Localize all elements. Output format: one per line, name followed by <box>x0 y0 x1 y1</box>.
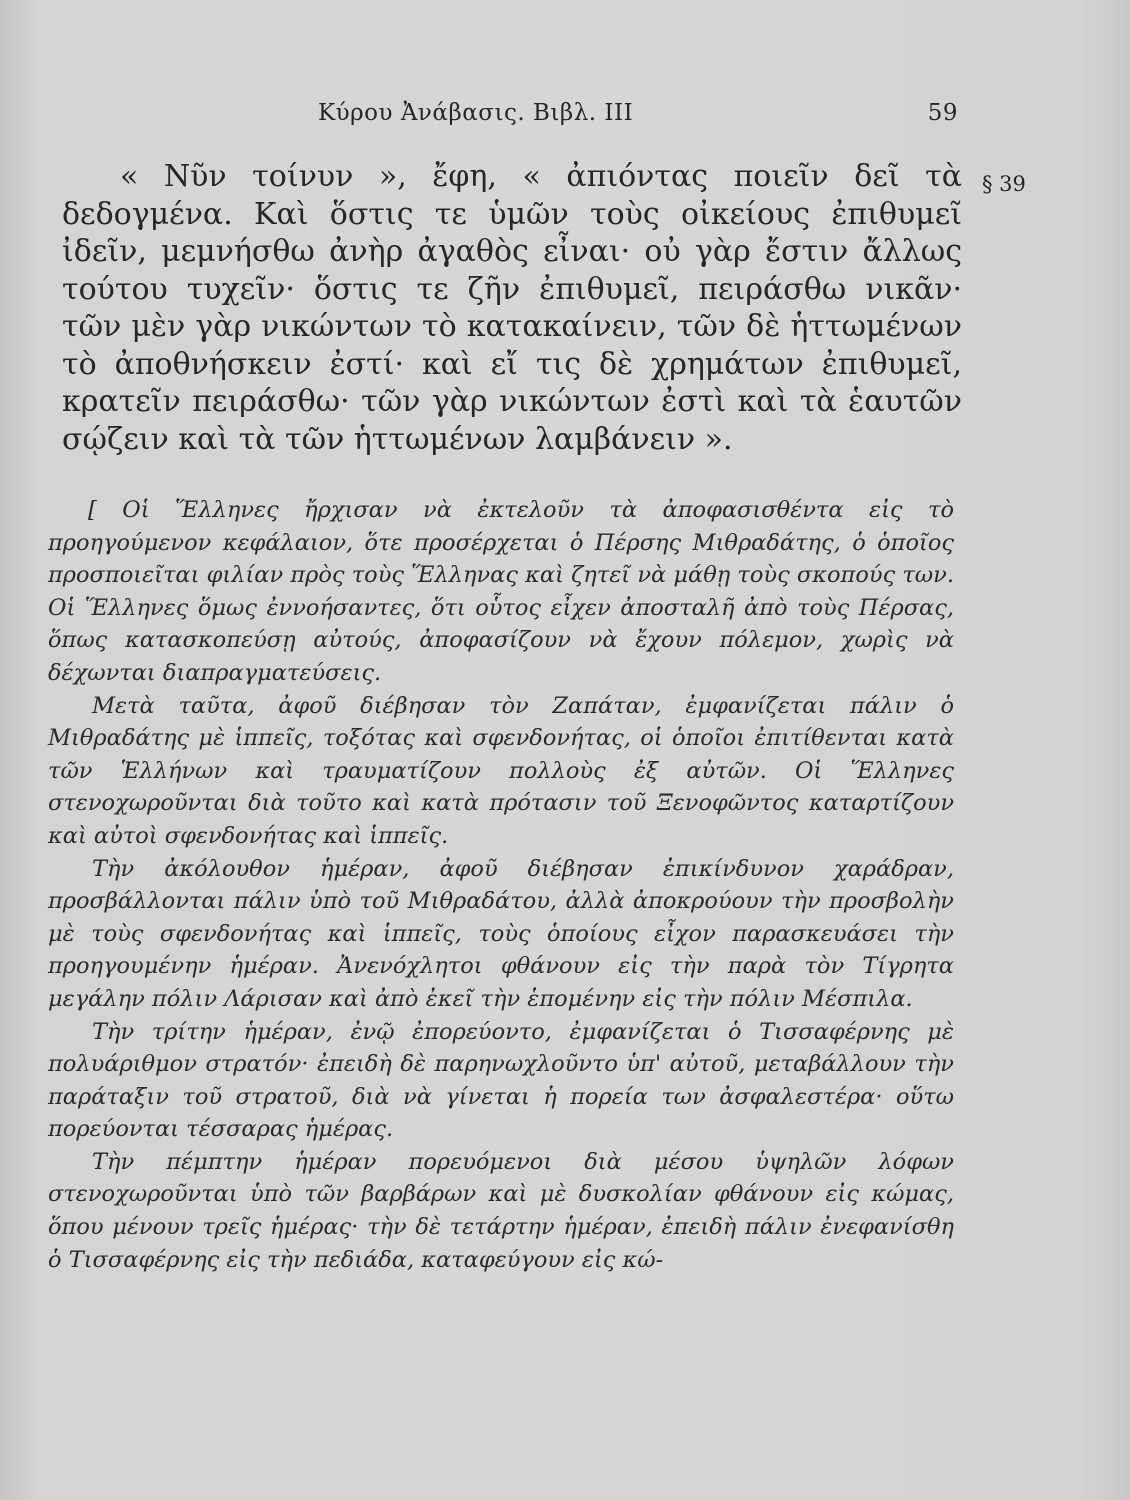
page-number: 59 <box>927 100 958 126</box>
greek-paragraph: « Νῦν τοίνυν », ἔφη, « ἀπιόντας ποιεῖν δεῖ τὰ δεδογμένα. Καὶ ὅστις τε ὑμῶν τοὺς οἰκείους ἐπιθυμεῖ ἰδεῖν, μεμνήσθω ἀνὴρ ἀγαθὸς εἶναι· οὐ γὰρ ἔστιν ἄλλως τούτου τυχεῖν· ὅστις τε ζῆν ἐπιθυμεῖ, πειράσθω νικᾶν· τῶν μὲν γὰρ νικώντων τὸ κατακαίνειν, τῶν δὲ ἡττωμένων τὸ ἀποθνήσκειν ἐστί· καὶ εἴ τις δὲ χρημάτων ἐπιθυμεῖ, κρατεῖν πειράσθω· τῶν γὰρ νικώντων ἐστὶ καὶ τὰ ἑαυτῶν σῴζειν καὶ τὰ τῶν ἡττωμένων λαμβάνειν ». <box>62 159 962 457</box>
summary-paragraph: Μετὰ ταῦτα, ἀφοῦ διέβησαν τὸν Ζαπάταν, ἐμφανίζεται πάλιν ὁ Μιθραδάτης μὲ ἱππεῖς, τοξότας καὶ σφενδονήτας, οἱ ὁποῖοι ἐπιτίθενται κατὰ τῶν Ἑλλήνων καὶ τραυματίζουν πολλοὺς ἐξ αὐτῶν. Οἱ Ἕλληνες στενοχωροῦνται διὰ τοῦτο καὶ κατὰ πρότασιν τοῦ Ξενοφῶντος καταρτίζουν καὶ αὐτοὶ σφενδονήτας καὶ ἱππεῖς. <box>48 692 954 849</box>
running-head-title: Κύρου Ἀνάβασις. Βιβλ. III <box>318 100 634 126</box>
summary-paragraph: Τὴν ἀκόλουθον ἡμέραν, ἀφοῦ διέβησαν ἐπικίνδυνον χαράδραν, προσβάλλονται πάλιν ὑπὸ τοῦ Μιθραδάτου, ἀλλὰ ἀποκρούουν τὴν προσβολὴν μὲ τοὺς σφενδονήτας καὶ ἱππεῖς, τοὺς ὁποίους εἶχον παρασκευάσει τὴν προηγουμένην ἡμέραν. Ἀνενόχλητοι φθάνουν εἰς τὴν παρὰ τὸν Τίγρητα μεγάλην πόλιν Λάρισαν καὶ ἀπὸ ἐκεῖ τὴν ἑπομένην εἰς τὴν πόλιν Μέσπιλα. <box>48 855 954 1012</box>
summary-paragraph: Τὴν πέμπτην ἡμέραν πορευόμενοι διὰ μέσου ὑψηλῶν λόφων στενοχωροῦνται ὑπὸ τῶν βαρβάρων καὶ μὲ δυσκολίαν φθάνουν εἰς κώμας, ὅπου μένουν τρεῖς ἡμέρας· τὴν δὲ τετάρτην ἡμέραν, ἐπειδὴ πάλιν ἐνεφανίσθη ὁ Τισσαφέρνης εἰς τὴν πεδιάδα, καταφεύγουν εἰς κώ- <box>48 1148 954 1273</box>
summary-paragraph: [ Οἱ Ἕλληνες ἤρχισαν νὰ ἐκτελοῦν τὰ ἀποφασισθέντα εἰς τὸ προηγούμενον κεφάλαιον, ὅτε προσέρχεται ὁ Πέρσης Μιθραδάτης, ὁ ὁποῖος προσποιεῖται φιλίαν πρὸς τοὺς Ἕλληνας καὶ ζητεῖ νὰ μάθῃ τοὺς σκοπούς των. Οἱ Ἕλληνες ὅμως ἐννοήσαντες, ὅτι οὗτος εἶχεν ἀποσταλῆ ἀπὸ τοὺς Πέρσας, ὅπως κατασκοπεύσῃ αὐτούς, ἀποφασίζουν νὰ ἔχουν πόλεμον, χωρὶς νὰ δέχωνται διαπραγματεύσεις. <box>48 497 954 686</box>
modern-greek-summary <box>48 494 954 1276</box>
summary-paragraph: Τὴν τρίτην ἡμέραν, ἐνῷ ἐπορεύοντο, ἐμφανίζεται ὁ Τισσαφέρνης μὲ πολυάριθμον στρατόν· ἐπειδὴ δὲ παρηνωχλοῦντο ὑπ' αὐτοῦ, μεταβάλλουν τὴν παράταξιν τοῦ στρατοῦ, διὰ νὰ γίνεται ἡ πορεία των ἀσφαλεστέρα· οὕτω πορεύονται τέσσαρας ἡμέρας. <box>48 1018 954 1143</box>
greek-original-text <box>62 158 962 458</box>
section-marker: § 39 <box>982 172 1026 196</box>
